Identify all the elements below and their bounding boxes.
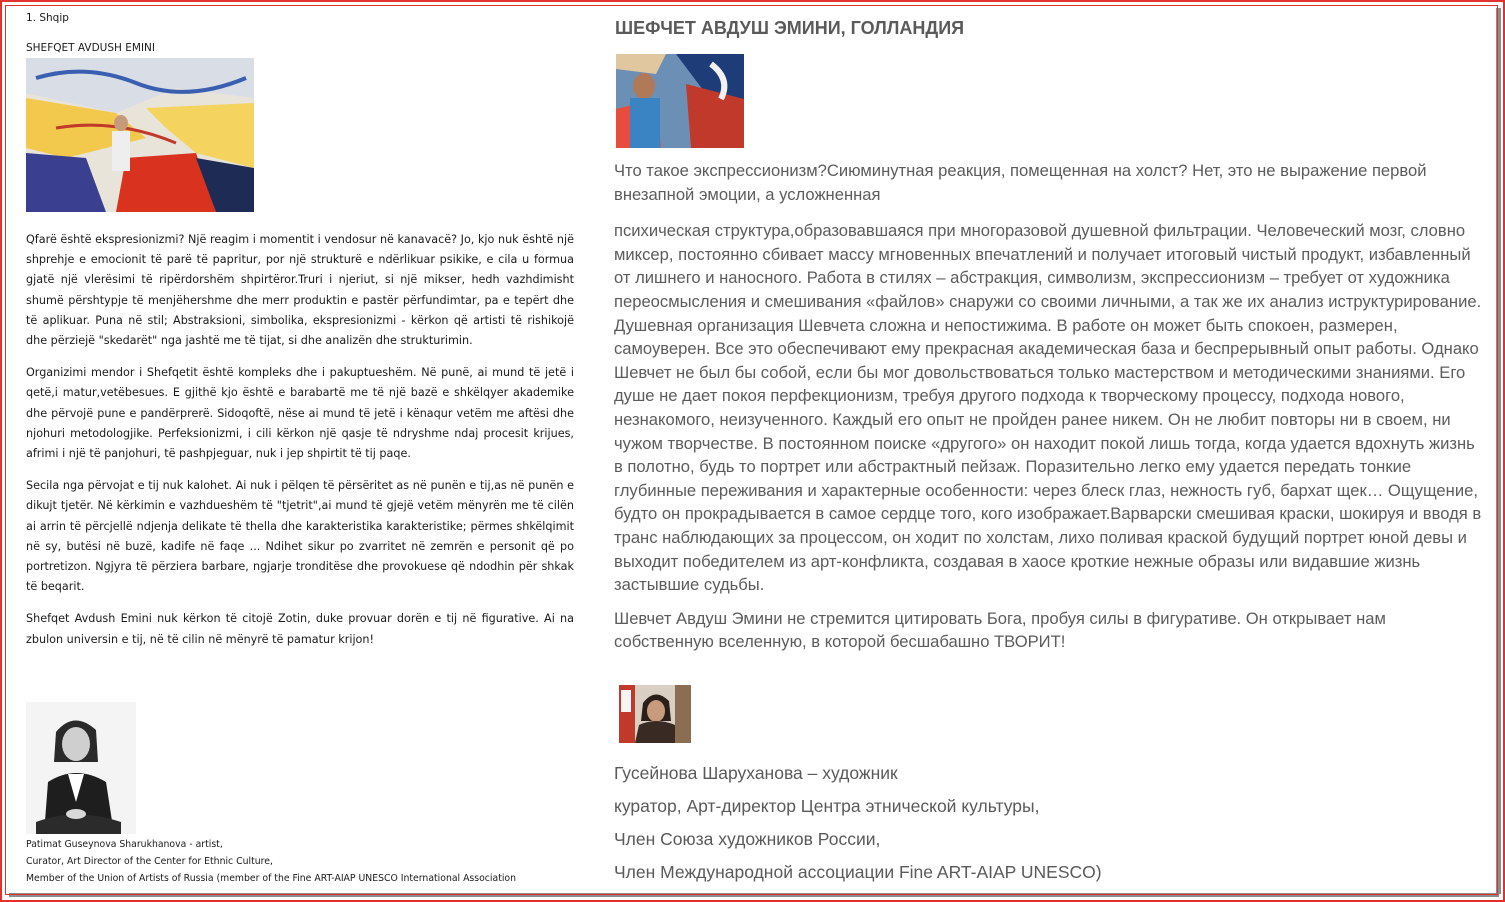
caption-line: Curator, Art Director of the Center for Ethnic Culture, [26,856,273,867]
russian-paragraph-1: Что такое экспрессионизм?Сиюминутная реакция, помещенная на холст? Нет, это не выражение первой внезапной эмоции, а усложненная [614,161,1427,204]
russian-article-text [614,159,1486,664]
signature-line: Гусейнова Шаруханова – художник [614,763,898,783]
artist-with-painting-image [616,54,744,148]
curator-portrait-image [26,702,136,834]
language-label: 1. Shqip [26,12,69,24]
albanian-paragraph-4: Shefqet Avdush Emini nuk kërkon të citojë Zotin, duke provuar dorën e tij në figurative. Ai na zbulon universin e tij, në të cilin në mënyrë të pamatur krijon! [26,612,574,646]
albanian-paragraph-2: Organizimi mendor i Shefqetit është kompleks dhe i pakuptueshëm. Në punë, ai mund të jetë i qetë,i matur,vetëbesues. E gjithë kjo është e barabartë me të një bazë e shkëlqyer akademike dhe përvojë pune e pandërprerë. Sidoqoftë, nëse ai mund të jetë i kënaqur vetëm me aftësi dhe njohuri metodologjike. Perfeksionizmi, i cili kërkon një qasje të ndryshme ndaj procesit krijues, afrimi i një të panjohuri, të pashpjeguar, nuk i jep shpirtit të tij paqe. [26,366,574,461]
curator-signature [614,757,1102,889]
author-name: SHEFQET AVDUSH EMINI [26,42,155,54]
russian-paragraph-2: психическая структура,образовавшаяся при многоразовой душевной фильтрации. Человеческий мозг, словно миксер, постоянно сбивает массу мгновенных впечатлений и получает итоговый чистый продукт, избавленный от лишнего и наносного. Работа в стилях – абстракция, символизм, экспрессионизм – требует от художника переосмысления и смешивания «файлов» снаружи со своими личными, а так же их анализ иструктурирование. Душевная организация Шевчета сложна и непостижима. В работе он может быть спокоен, размерен, самоуверен. Все это обеспечивают ему прекрасная академическая база и беспрерывный опыт работы. Однако Шевчет не был бы собой, если бы мог довольствоваться только мастерством и методическими знаниями. Его душе не дает покоя перфекционизм, требуя другого подхода к творческому процессу, подхода нового, незнакомого, неизученного. Каждый его опыт не пройден ранее никем. Он не любит повторы ни в своем, ни чужом творчестве. В постоянном поиске «другого» он находит покой лишь тогда, когда удается вдохнуть жизнь в полотно, будь то портрет или абстрактный пейзаж. Поразительно легко ему удается передать тонкие глубинные переживания и характерные особенности: через блеск глаз, нежность губ, бархат щек… Ощущение, будто он прокрадывается в самое сердце того, кого изображает.Варварски смешивая краски, шокируя и вводя в транс наблюдающих за процессом, он ходит по холстам, лихо поливая краской будущий портрет юной девы и выходит победителем из арт-конфликта, создавая в хаосе кроткие нежные образы или видавшие жизнь застывшие судьбы. [614,221,1482,595]
caption-line: Member of the Union of Artists of Russia (member of the Fine ART-AIAP UNESCO International Association [26,873,517,884]
caption-line: Patimat Guseynova Sharukhanova - artist, [26,839,223,850]
signature-line: Член Союза художников России, [614,829,881,849]
curator-color-portrait-image [619,685,691,743]
abstract-painting-image [26,58,254,212]
albanian-article-text [26,230,574,662]
article-title: ШЕФЧЕТ АВДУШ ЭМИНИ, ГОЛЛАНДИЯ [615,18,965,38]
signature-line: Член Международной ассоциации Fine ART-AIAP UNESCO) [614,862,1102,882]
albanian-paragraph-1: Qfarë është ekspresionizmi? Një reagim i momentit i vendosur në kanavacë? Jo, kjo nuk është një shprehje e emocionit të parë të papritur, por një strukturë e ndërlikuar psikike, e cila u formua gjatë një vlerësimi të ripërdorshëm shpirtëror.Truri i njeriut, si një mikser, hedh vazhdimisht shumë përshtypje të menjëhershme dhe merr produktin e pastër përfundimtar, pa e tepërt dhe të aplikuar. Puna në stil; Abstraksioni, simbolika, ekspresionizmi - kërkon që artisti të rishikojë dhe përziejë "skedarët" nga jashtë me të tijat, si dhe analizën dhe strukturimin. [26,233,574,348]
albanian-paragraph-3: Secila nga përvojat e tij nuk kalohet. Ai nuk i pëlqen të përsëritet as në punën e tij,as në punën e dikujt tjetër. Në kërkimin e vazhdueshëm të "tjetrit",ai mund të gjejë vetëm mënyrën me të cilën ai arrin të përcjellë ndjenja delikate të thella dhe karakteristika karakteristike; përmes shkëlqimit në sy, butësi në buzë, kadife në faqe ... Ndihet sikur po zvarritet në zemrën e personit që po portretizon. Ngjyra të përziera barbare, ngjarje tronditëse dhe provokuese që ndodhin për shkak të beqarit. [26,479,574,594]
russian-paragraph-3: Шевчет Авдуш Эмини не стремится цитировать Бога, пробуя силы в фигуративе. Он открывает нам собственную вселенную, в которой бесшабашно ТВОРИТ! [614,608,1386,652]
curator-caption [26,836,516,887]
signature-line: куратор, Арт-директор Центра этнической культуры, [614,796,1040,816]
